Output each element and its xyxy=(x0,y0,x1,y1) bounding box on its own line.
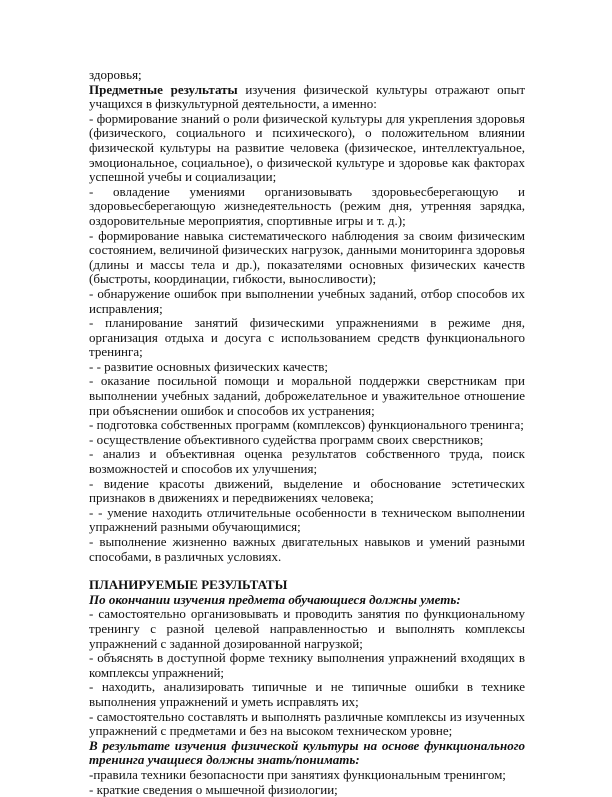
list-item: - объяснять в доступной форме технику выполнения упражнений входящих в комплексы упражнений; xyxy=(89,651,525,680)
list-item: - краткие сведения о мышечной физиологии; xyxy=(89,783,525,797)
must-be-able-heading: По окончании изучения предмета обучающиеся должны уметь: xyxy=(89,593,525,608)
list-item: - самостоятельно организовывать и проводить занятия по функциональному тренингу с разной целевой направленностью и выполнять комплексы упражнений с заданной дозированной нагрузкой; xyxy=(89,607,525,651)
list-item: - самостоятельно составлять и выполнять различные комплексы из изученных упражнений с предметами и без на высоком техническом уровне; xyxy=(89,710,525,739)
list-item: - формирование навыка систематического наблюдения за своим физическим состоянием, величиной физических нагрузок, данными мониторинга здоровья (длины и массы тела и др.), показателями основных физических качеств (быстроты, координации, гибкости, выносливости); xyxy=(89,229,525,287)
subject-results-paragraph xyxy=(89,83,525,112)
knowledge-list xyxy=(89,768,525,797)
planned-results-title: ПЛАНИРУЕМЫЕ РЕЗУЛЬТАТЫ xyxy=(89,578,525,593)
skills-list xyxy=(89,607,525,738)
list-item: - - умение находить отличительные особенности в техническом выполнении упражнений разными обучающимися; xyxy=(89,506,525,535)
must-know-heading: В результате изучения физической культуры на основе функционального тренинга учащиеся должны знать/понимать: xyxy=(89,739,525,768)
list-item: - подготовка собственных программ (комплексов) функционального тренинга; xyxy=(89,418,525,433)
intro-tail: здоровья; xyxy=(89,68,525,83)
list-item: - оказание посильной помощи и моральной поддержки сверстникам при выполнении учебных заданий, доброжелательное и уважительное отношение при объяснении ошибок и способов их устранения; xyxy=(89,374,525,418)
list-item: - - развитие основных физических качеств; xyxy=(89,360,525,375)
subject-results-list xyxy=(89,112,525,564)
list-item: - формирование знаний о роли физической культуры для укрепления здоровья (физического, социального и психического), о положительном влиянии физической культуры на развитие человека (физическое, интеллектуальное, эмоциональное, социальное), о физической культуре и здоровье как факторах успешной учебы и социализации; xyxy=(89,112,525,185)
document-page xyxy=(89,68,525,797)
list-item: - осуществление объективного судейства программ своих сверстников; xyxy=(89,433,525,448)
list-item: -правила техники безопасности при занятиях функциональным тренингом; xyxy=(89,768,525,783)
subject-results-intro: изучения физической культуры отражают опыт учащихся в физкультурной деятельности, а именно: xyxy=(89,82,525,112)
list-item: - находить, анализировать типичные и не типичные ошибки в технике выполнения упражнений и уметь исправлять их; xyxy=(89,680,525,709)
list-item: - планирование занятий физическими упражнениями в режиме дня, организация отдыха и досуга с использованием средств функционального тренинга; xyxy=(89,316,525,360)
subject-results-heading: Предметные результаты xyxy=(89,82,238,97)
list-item: - видение красоты движений, выделение и обоснование эстетических признаков в движениях и передвижениях человека; xyxy=(89,477,525,506)
list-item: - выполнение жизненно важных двигательных навыков и умений разными способами, в различных условиях. xyxy=(89,535,525,564)
list-item: - овладение умениями организовывать здоровьесберегающую и здоровьесберегающую жизнедеятельность (режим дня, утренняя зарядка, оздоровительные мероприятия, спортивные игры и т. д.); xyxy=(89,185,525,229)
list-item: - анализ и объективная оценка результатов собственного труда, поиск возможностей и способов их улучшения; xyxy=(89,447,525,476)
list-item: - обнаружение ошибок при выполнении учебных заданий, отбор способов их исправления; xyxy=(89,287,525,316)
